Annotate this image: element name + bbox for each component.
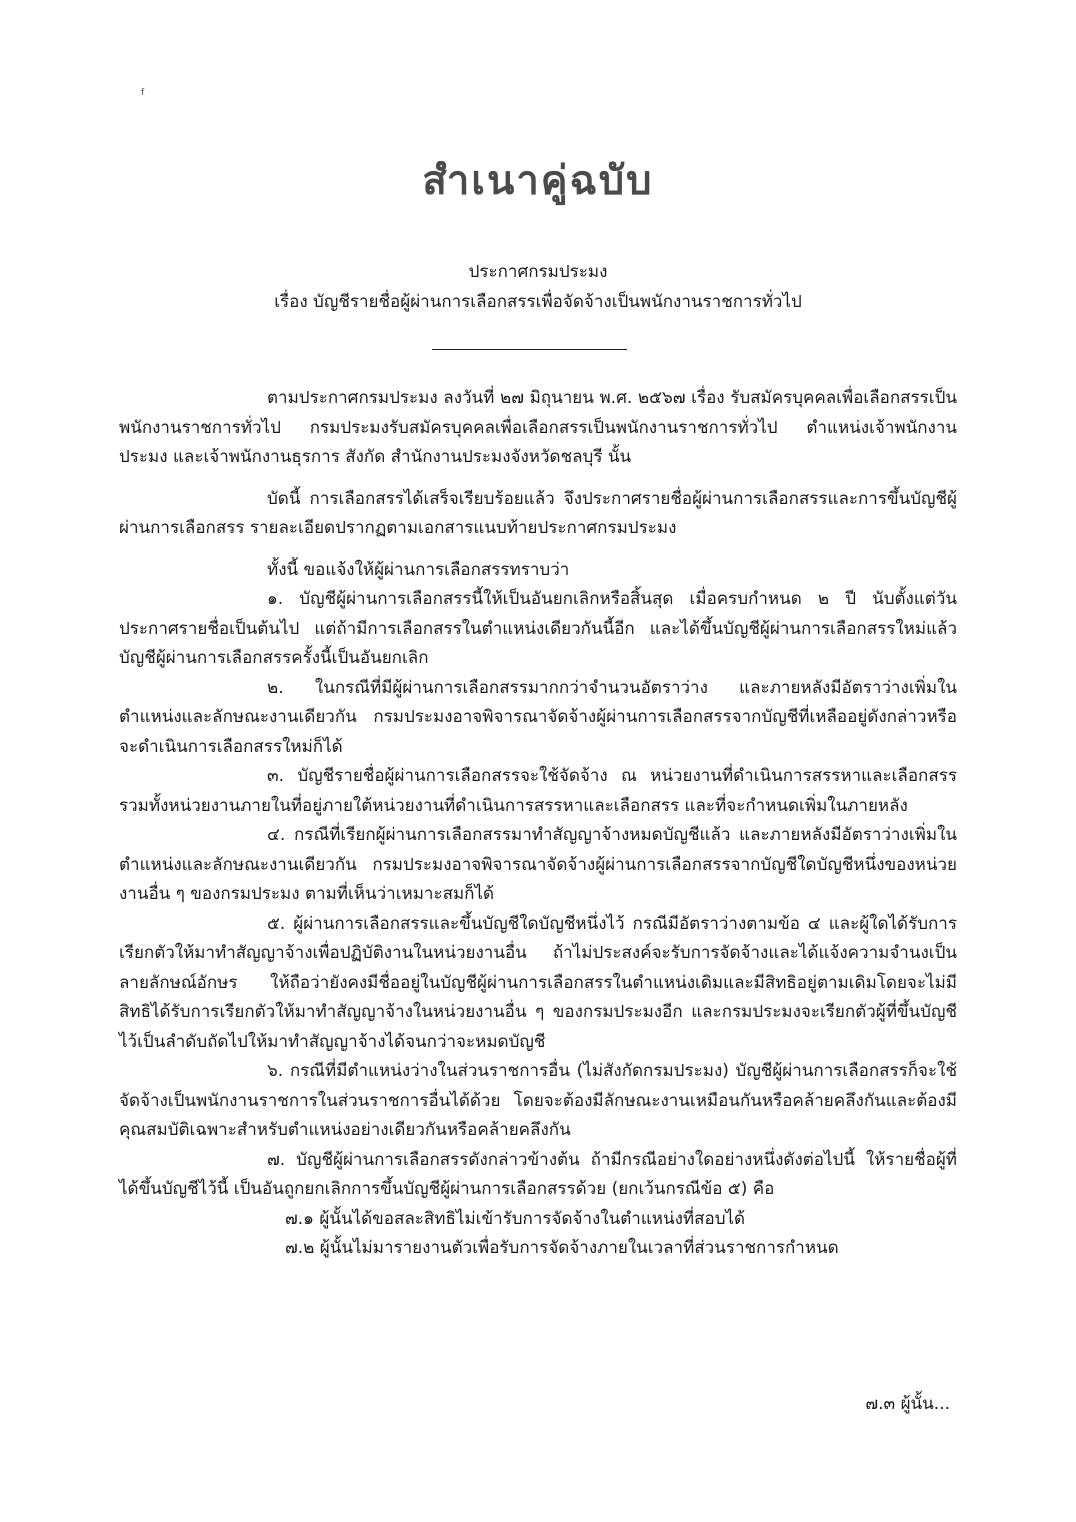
list-item-7-1: ๗.๑ ผู้นั้นได้ขอสละสิทธิไม่เข้ารับการจัดจ้างในตำแหน่งที่สอบได้	[285, 1208, 746, 1229]
list-item-2: ๒. ในกรณีที่มีผู้ผ่านการเลือกสรรมากกว่าจำนวนอัตราว่าง และภายหลังมีอัตราว่างเพิ่มในตำแหน่งและลักษณะงานเดียวกัน กรมประมงอาจพิจารณาจัดจ้างผู้ผ่านการเลือกสรรจากบัญชีที่เหลืออยู่ดังกล่าวหรือจะดำเนินการเลือกสรรใหม่ก็ได้	[119, 677, 957, 757]
copy-stamp: สำเนาคู่ฉบับ	[422, 158, 654, 204]
paragraph-notice: ทั้งนี้ ขอแจ้งให้ผู้ผ่านการเลือกสรรทราบว่า	[267, 559, 570, 580]
document-body	[119, 384, 957, 1264]
list-item-3: ๓. บัญชีรายชื่อผู้ผ่านการเลือกสรรจะใช้จัดจ้าง ณ หน่วยงานที่ดำเนินการสรรหาและเลือกสรรรวมทั้งหน่วยงานภายในที่อยู่ภายใต้หน่วยงานที่ดำเนินการสรรหาและเลือกสรร และที่จะกำหนดเพิ่มในภายหลัง	[119, 766, 957, 816]
title-divider	[432, 349, 627, 350]
list-item-6: ๖. กรณีที่มีตำแหน่งว่างในส่วนราชการอื่น (ไม่สังกัดกรมประมง) บัญชีผู้ผ่านการเลือกสรรก็จะใช้จัดจ้างเป็นพนักงานราชการในส่วนราชการอื่นได้ด้วย โดยจะต้องมีลักษณะงานเหมือนกันหรือคล้ายคลึงกันและต้องมีคุณสมบัติเฉพาะสำหรับตำแหน่งอย่างเดียวกันหรือคล้ายคลึงกัน	[119, 1061, 957, 1140]
paragraph-announce: บัดนี้ การเลือกสรรได้เสร็จเรียบร้อยแล้ว จึงประกาศรายชื่อผู้ผ่านการเลือกสรรและการขึ้นบัญชีผู้ผ่านการเลือกสรร รายละเอียดปรากฏตามเอกสารแนบท้ายประกาศกรมประมง	[119, 488, 957, 538]
list-item-7-2: ๗.๒ ผู้นั้นไม่มารายงานตัวเพื่อรับการจัดจ้างภายในเวลาที่ส่วนราชการกำหนด	[285, 1238, 839, 1258]
announcement-title: ประกาศกรมประมง	[468, 262, 608, 282]
list-item-4: ๔. กรณีที่เรียกผู้ผ่านการเลือกสรรมาทำสัญญาจ้างหมดบัญชีแล้ว และภายหลังมีอัตราว่างเพิ่มในตำแหน่งและลักษณะงานเดียวกัน กรมประมงอาจพิจารณาจัดจ้างผู้ผ่านการเลือกสรรจากบัญชีใดบัญชีหนึ่งของหน่วยงานอื่น ๆ ของกรมประมง ตามที่เห็นว่าเหมาะสมก็ได้	[119, 825, 957, 904]
paragraph-intro: ตามประกาศกรมประมง ลงวันที่ ๒๗ มิถุนายน พ.ศ. ๒๕๖๗ เรื่อง รับสมัครบุคคลเพื่อเลือกสรรเป็นพนักงานราชการทั่วไป กรมประมงรับสมัครบุคคลเพื่อเลือกสรรเป็นพนักงานราชการทั่วไป ตำแหน่งเจ้าพนักงานประมง และเจ้าพนักงานธุรการ สังกัด สำนักงานประมงจังหวัดชลบุรี นั้น	[119, 388, 957, 467]
list-item-1: ๑. บัญชีผู้ผ่านการเลือกสรรนี้ให้เป็นอันยกเลิกหรือสิ้นสุด เมื่อครบกำหนด ๒ ปี นับตั้งแต่วันประกาศรายชื่อเป็นต้นไป แต่ถ้ามีการเลือกสรรในตำแหน่งเดียวกันนี้อีก และได้ขึ้นบัญชีผู้ผ่านการเลือกสรรใหม่แล้ว บัญชีผู้ผ่านการเลือกสรรครั้งนี้เป็นอันยกเลิก	[119, 589, 957, 668]
page-continuation: ๗.๓ ผู้นั้น...	[865, 1394, 950, 1414]
list-item-7: ๗. บัญชีผู้ผ่านการเลือกสรรดังกล่าวข้างต้น ถ้ามีกรณีอย่างใดอย่างหนึ่งดังต่อไปนี้ ให้รายชื่อผู้ที่ได้ขึ้นบัญชีไว้นี้ เป็นอันถูกยกเลิกการขึ้นบัญชีผู้ผ่านการเลือกสรรด้วย (ยกเว้นกรณีข้อ ๕) คือ	[119, 1149, 957, 1199]
scan-mark: f	[141, 88, 145, 98]
announcement-subject: เรื่อง บัญชีรายชื่อผู้ผ่านการเลือกสรรเพื่อจัดจ้างเป็นพนักงานราชการทั่วไป	[274, 292, 802, 312]
list-item-5: ๕. ผู้ผ่านการเลือกสรรและขึ้นบัญชีใดบัญชีหนึ่งไว้ กรณีมีอัตราว่างตามข้อ ๔ และผู้ใดได้รับการเรียกตัวให้มาทำสัญญาจ้างเพื่อปฏิบัติงานในหน่วยงานอื่น ถ้าไม่ประสงค์จะรับการจัดจ้างและได้แจ้งความจำนงเป็นลายลักษณ์อักษร ให้ถือว่ายังคงมีชื่ออยู่ในบัญชีผู้ผ่านการเลือกสรรในตำแหน่งเดิมและมีสิทธิอยู่ตามเดิมโดยจะไม่มีสิทธิได้รับการเรียกตัวให้มาทำสัญญาจ้างในหน่วยงานอื่น ๆ ของกรมประมงอีก และกรมประมงจะเรียกตัวผู้ที่ขึ้นบัญชีไว้เป็นลำดับถัดไปให้มาทำสัญญาจ้างได้จนกว่าจะหมดบัญชี	[119, 913, 957, 1052]
